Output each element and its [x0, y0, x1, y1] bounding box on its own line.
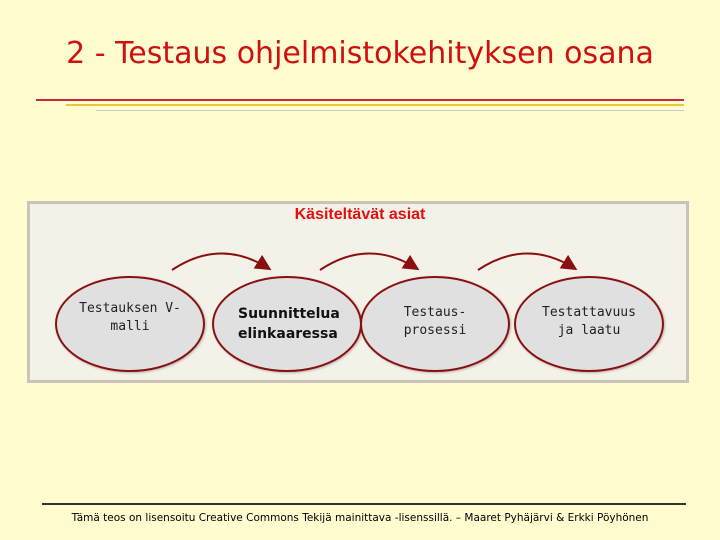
title-underline-gray — [96, 110, 684, 111]
title-underline-gold — [66, 104, 684, 106]
topic-label-process: Testaus- prosessi — [403, 305, 467, 338]
topics-heading: Käsiteltävät asiat — [294, 206, 426, 223]
topic-label-lifecycle: Suunnittelua elinkaaressa — [238, 306, 340, 342]
slide-title: 2 - Testaus ohjelmistokehityksen osana — [66, 36, 654, 72]
topic-label-testability: Testattavuus ja laatu — [542, 305, 636, 338]
topic-label-v-model: Testauksen V- malli — [79, 301, 181, 334]
title-underline-red — [36, 99, 684, 101]
footer-divider — [42, 503, 686, 505]
license-footer: Tämä teos on lisensoitu Creative Commons Tekijä mainittava -lisenssillä. – Maaret Pyhäjärvi & Erkki Pöyhönen — [71, 512, 649, 524]
